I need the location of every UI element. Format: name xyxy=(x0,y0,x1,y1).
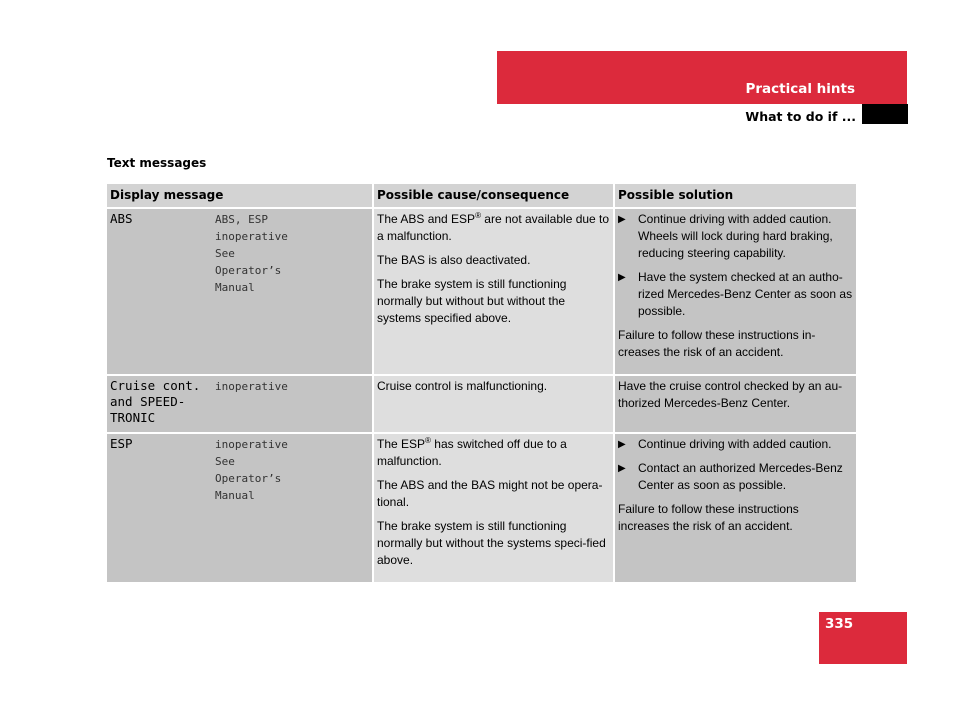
solution-bullet: ▶ Continue driving with added caution. Wheels will lock during hard braking, reducing steering capability. xyxy=(618,212,833,260)
solution-bullet: ▶ Have the system checked at an autho-rized Mercedes-Benz Center as soon as possible. xyxy=(618,270,853,318)
right-triangle-icon: ▶ xyxy=(618,463,626,474)
page-number-box xyxy=(819,612,907,664)
display-message-cell xyxy=(107,433,373,583)
display-message-cell xyxy=(107,375,373,433)
cause-paragraph: The brake system is still functioning normally but without but without the systems specified above. xyxy=(377,277,567,325)
registered-mark: ® xyxy=(425,436,431,445)
display-submessage: inoperative xyxy=(215,380,288,393)
section-tab-marker xyxy=(862,104,908,124)
cause-paragraph: The ABS and ESP® are not available due to a malfunction. xyxy=(377,211,610,243)
solution-bullet: ▶ Contact an authorized Mercedes-Benz Center as soon as possible. xyxy=(618,461,843,492)
cause-cell xyxy=(373,433,614,583)
display-message: ABS xyxy=(110,211,133,226)
page-number: 335 xyxy=(825,616,854,632)
solution-cell xyxy=(614,375,856,433)
cause-paragraph: The brake system is still functioning normally but without the systems speci-fied above. xyxy=(377,519,606,567)
messages-table xyxy=(107,184,856,584)
cause-cell xyxy=(373,375,614,433)
cause-cell xyxy=(373,208,614,375)
display-submessage: ABS, ESP inoperative See Operator’s Manual xyxy=(215,213,288,294)
registered-mark: ® xyxy=(475,211,481,220)
right-triangle-icon: ▶ xyxy=(618,214,626,225)
cause-paragraph: The ABS and the BAS might not be opera-tional. xyxy=(377,478,603,509)
solution-paragraph: Have the cruise control checked by an au-thorized Mercedes-Benz Center. xyxy=(618,379,843,410)
header-band xyxy=(497,51,907,104)
header-title: Practical hints xyxy=(745,81,855,97)
right-triangle-icon: ▶ xyxy=(618,439,626,450)
solution-bullet: ▶ Continue driving with added caution. xyxy=(618,437,832,451)
column-header-solution: Possible solution xyxy=(614,184,856,208)
display-message-cell xyxy=(107,208,373,375)
solution-note: Failure to follow these instructions increases the risk of an accident. xyxy=(618,502,799,533)
section-title: Text messages xyxy=(107,156,207,170)
cause-paragraph: The BAS is also deactivated. xyxy=(377,253,531,267)
display-submessage: inoperative See Operator’s Manual xyxy=(215,438,288,502)
solution-cell xyxy=(614,208,856,375)
cause-paragraph: The ESP® has switched off due to a malfunction. xyxy=(377,436,567,468)
column-header-cause: Possible cause/consequence xyxy=(373,184,614,208)
table-row xyxy=(107,433,856,583)
table-header-row xyxy=(107,184,856,208)
solution-cell xyxy=(614,433,856,583)
solution-note: Failure to follow these instructions in-creases the risk of an accident. xyxy=(618,328,816,359)
table-row xyxy=(107,208,856,375)
cause-paragraph: Cruise control is malfunctioning. xyxy=(377,379,548,393)
column-header-display: Display message xyxy=(107,184,373,208)
right-triangle-icon: ▶ xyxy=(618,272,626,283)
display-message: ESP xyxy=(110,436,133,451)
header-subtitle: What to do if ... xyxy=(745,109,856,124)
display-message: Cruise cont. and SPEED- TRONIC xyxy=(110,378,201,425)
table-row xyxy=(107,375,856,433)
